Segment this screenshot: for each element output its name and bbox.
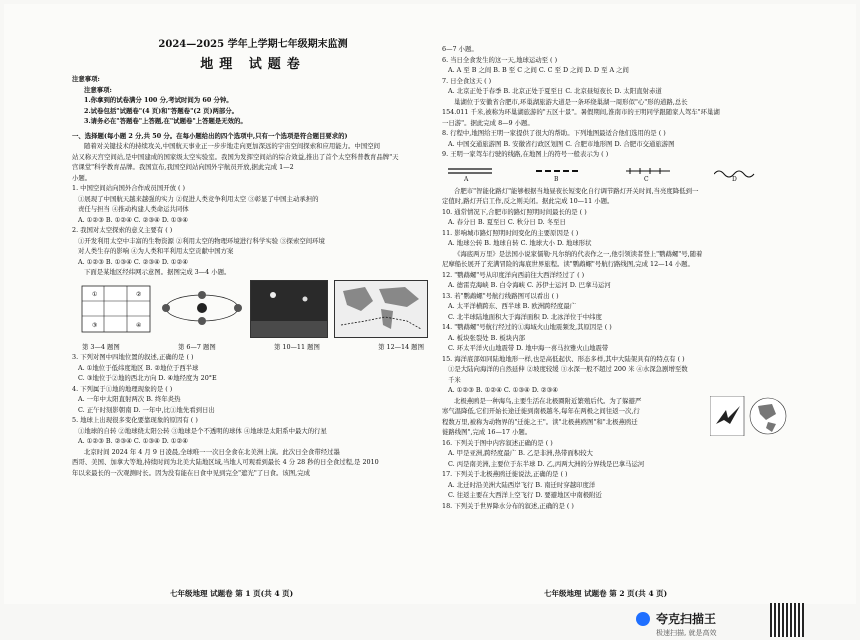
arctic-tern-figure: [710, 396, 790, 436]
question-2: 2. 我国对太空探索的意义主要有 ( ): [72, 226, 173, 234]
question-3: 3. 下列对图中四地位置的叙述,正确的是 ( ): [72, 353, 194, 361]
passage-line: 尼摩船长展开了充满冒险的海底世界旅程。读"鹦鹉螺"号航行路线图,完成 12—14 小题。: [442, 260, 694, 268]
passage-line: 徙路线图",完成 16—17 小题。: [442, 428, 532, 436]
question-1-options: ①展现了中国航天越来越强的实力 ②促进人类竞争利用太空 ③彰显了中国主动承担的: [78, 194, 319, 203]
section-heading: 一、选择题(每小题 2 分,共 50 分。在每小题给出的四个选项中,只有一个选项是符合题目要求的): [72, 131, 348, 140]
symbol-label: B: [554, 175, 559, 183]
exam-title: 2024—2025 学年上学期七年级期末监测: [158, 39, 348, 50]
question-6: 6. 当日全食发生的这一天,地球运动至 ( ): [442, 55, 558, 64]
passage-line: 宫课堂"科学教育品牌。我国宣布,我国空间站向国外宇航员开放,据此完成 1—2: [72, 163, 294, 171]
symbol-a: [448, 166, 492, 178]
question-18: 18. 下列关于世界降水分布的叙述,正确的是 ( ): [442, 501, 574, 510]
passage-line: 程数万里,被称为动物界的"迁徙之王"。读"北极燕鸥图"和"北极燕鸥迁: [442, 417, 638, 426]
question-12: 12. "鹦鹉螺"号从印度洋向西前往大西洋经过了 ( ): [442, 270, 585, 279]
question-1-answers: A. ①②③ B. ①②④ C. ②③④ D. ①③④: [78, 215, 188, 224]
svg-text:②: ②: [136, 290, 142, 298]
svg-text:③: ③: [92, 321, 98, 329]
note-2: 2.试卷包括"试题卷"(4 页)和"答题卷"(2 页)两部分。: [84, 106, 239, 115]
svg-text:④: ④: [136, 321, 142, 329]
earth-orbit-figure: [160, 280, 244, 336]
figure-row: [72, 280, 434, 340]
question-4-options: C. 正午时刻影朝南 D. 一年中,比①地先看到日出: [78, 405, 215, 414]
question-2-options: 对人类生存的影响 ④为人类和平利用太空贡献中国方案: [78, 247, 234, 255]
question-16-options: A. 甲是亚洲,跨经度最广 B. 乙是非洲,热带面积较大: [448, 449, 593, 457]
question-14: 14. "鹦鹉螺"号航行经过的①海域火山地震频发,其原因是 ( ): [442, 323, 612, 331]
question-8: 8. 行程中,地图给王明一家提供了很大的帮助。下列地图最适合他们选用的是 ( ): [442, 129, 666, 137]
passage-line: 站又称天宫空间站,是中国建成的国家级太空实验室。我国为发挥空间站的综合效益,推出了首个太空科普教育品牌"天: [72, 152, 399, 161]
svg-text:①: ①: [92, 290, 98, 298]
question-5: 5. 地球上出现很多变化要靠现象的原因有 ( ): [72, 416, 198, 424]
passage-line: 《海底两万里》是法国小说家儒勒·凡尔纳的代表作之一,他引领读者登上"鹦鹉螺"号,随着: [454, 249, 703, 258]
question-1: 1. 中国空间站向国外合作成员国开放 ( ): [72, 184, 186, 192]
passage-line: 小题。: [72, 173, 92, 182]
question-11-answers: A. 地球公转 B. 地球自转 C. 地球大小 D. 地球形状: [448, 239, 592, 247]
question-16-options: C. 丙是南美洲,主要位于东半球 D. 乙,丙两大洲的分界线是巴拿马运河: [448, 459, 645, 468]
street-light-photo: [250, 280, 328, 338]
question-10: 10. 通常情况下,合肥市的路灯照明时间最长的是 ( ): [442, 207, 587, 216]
passage-line: 年以来最长的一次观测时长。因为没有能在日食中见到完全"遮光"了日食。该图,完成: [72, 468, 310, 477]
question-4-options: A. 一年中太阳直射两次 B. 终年炎热: [78, 395, 181, 403]
question-15-options: ①是大陆向海洋的自然延伸 ②坡度较缓 ③水深一般不超过 200 米 ④水深急剧增至数: [448, 365, 688, 373]
question-5-options: ①地球的自转 ②地球绕太阳公转 ③地球是个不透明的球体 ④地球是太阳系中最大的行星: [78, 426, 327, 435]
question-17-options: C. 往返主要在大西洋上空飞行 D. 要避地区中南极附近: [448, 491, 602, 499]
symbol-label: C: [644, 175, 649, 183]
exam-sheet: [4, 4, 856, 604]
quark-logo-icon: [636, 612, 650, 626]
watermark-title: 夸克扫描王: [656, 612, 717, 626]
right-page: [442, 4, 792, 511]
question-1-options: 责任与担当 ④推动构建人类命运共同体: [78, 205, 189, 213]
question-7-answers: A. 北京正处于春季 B. 北京正处于夏至日 C. 北京昼短夜长 D. 太阳直射赤道: [448, 87, 662, 95]
question-14-options: A. 板块张裂处 B. 板块内部: [448, 333, 525, 342]
passage-line: 北极燕鸥是一种海鸟,主要生活在北极圈附近繁殖后代。为了躲避严: [454, 396, 642, 405]
question-7: 7. 日全食这天 ( ): [442, 76, 492, 85]
question-14-options: C. 环太平洋火山地震带 D. 地中海一喜马拉雅火山地震带: [448, 344, 609, 352]
note-3: 3.请务必在"答题卷"上答题,在"试题卷"上答题是无效的。: [84, 117, 247, 125]
question-5-answers: A. ①②③ B. ②③④ C. ①③④ D. ①②④: [78, 437, 188, 445]
question-3-options: A. ①地位于低纬度地区 B. ②地位于西半球: [78, 363, 199, 372]
question-11: 11. 影响城市路灯照明时间变化的主要原因是 ( ): [442, 228, 579, 237]
passage-line: 寒气温降低,它们开始长途迁徙到南极越冬,每年在两极之间往返一次,行: [442, 407, 640, 415]
question-17-options: A. 北迁时沿美洲大陆西岸飞行 B. 南迁时穿越印度洋: [448, 480, 596, 489]
note-1: 1.你拿到的试卷满分 100 分,考试时间为 60 分钟。: [84, 96, 233, 104]
question-15: 15. 海洋底部如同陆地地形一样,也是高低起伏、形态多样,其中大陆架具有的特点有 ( ): [442, 354, 685, 363]
figure-intro: 下面是某地区经纬网示意图。据图完成 3—4 小题。: [84, 268, 231, 276]
question-8-answers: A. 中国交通旅游图 B. 安徽省行政区划图 C. 合肥市地形图 D. 合肥市交通旅游图: [448, 139, 675, 148]
passage-line: 154.011 千米,被称为环巢湖旅游的"五区十景"。暑假期间,淮南市的王明同学跟随家人驾车"环巢湖: [442, 108, 720, 116]
question-3-options: C. ③地位于②地的西北方向 D. ④地经度为 20°E: [78, 374, 217, 382]
passage-line: 随着对关键技术的持续攻关,中国航天事业正一步步地走向更加深远的宇宙空间探索和应用能力。中国空间: [84, 142, 380, 150]
figure-caption: 第 6—7 题图: [177, 342, 216, 351]
left-page: [72, 4, 434, 478]
page-footer-left: 七年级地理 试题卷 第 1 页(共 4 页): [170, 589, 294, 598]
question-10-answers: A. 春分日 B. 夏至日 C. 秋分日 D. 冬至日: [448, 218, 566, 226]
subject-title: 地理 试题卷: [200, 57, 306, 72]
question-12-answers: A. 德雷克海峡 B. 白令海峡 C. 苏伊士运河 D. 巴拿马运河: [448, 281, 611, 289]
symbol-label: D: [732, 175, 737, 183]
question-13-options: C. 北半球陆地面积大于海洋面积 D. 北冰洋位于中纬度: [448, 312, 602, 321]
figure-caption: 第 12—14 题图: [378, 342, 424, 351]
question-13-options: A. 太平洋横跨东、西半球 B. 欧洲跨经度最广: [448, 302, 577, 310]
question-17: 17. 下列关于北极燕鸥迁徙说法,正确的是 ( ): [442, 470, 568, 478]
map-symbol-options: [442, 162, 792, 184]
question-13: 13. 若"鹦鹉螺"号航行线路图可以看出 ( ): [442, 291, 559, 300]
tern-passage: [442, 396, 792, 438]
passage-line: 6—7 小题。: [442, 45, 478, 53]
figure-captions: [72, 342, 434, 353]
figure-caption: 第 3—4 题图: [82, 342, 120, 351]
passage-line: 定值时,路灯开启工作,反之则关闭。据此完成 10—11 小题。: [442, 197, 614, 205]
notes-heading: 注意事项:: [72, 75, 100, 83]
page-footer-right: 七年级地理 试题卷 第 2 页(共 4 页): [544, 589, 668, 598]
notes-heading-2: 注意事项:: [84, 85, 112, 94]
question-15-answers: A. ①②③ B. ①②④ C. ①③④ D. ②③④: [448, 386, 558, 394]
passage-line: 合肥市"智能化路灯"能够根据当地昼夜长短变化自行调节路灯开关时间,当亮度降低到一: [454, 186, 699, 195]
question-4: 4. 下列属于①地的地理现象的是 ( ): [72, 384, 173, 393]
question-9: 9. 王明一家驾车行驶的线路,在地图上的符号一般表示为 ( ): [442, 150, 609, 158]
watermark-subtitle: 极速扫描, 就是高效: [656, 629, 717, 637]
passage-line: 一日游"。据此完成 8—9 小题。: [442, 118, 534, 127]
figure-caption: 第 10—11 题图: [273, 342, 320, 351]
question-16: 16. 下列关于图中内容叙述正确的是 ( ): [442, 438, 553, 447]
question-15-options: 千米: [448, 375, 461, 384]
symbol-label: A: [464, 175, 469, 183]
voyage-route-map: [334, 280, 428, 338]
question-2-answers: A. ①②③ B. ①③④ C. ②③④ D. ①②④: [78, 257, 188, 266]
passage-line: 巢湖位于安徽省合肥市,环巢湖旅游大道是一条环绕巢湖一周形似"心"形的道路,总长: [454, 97, 688, 106]
question-2-options: ①开发利用太空中丰富的生物资源 ②利用太空的物理环境进行科学实验 ③探索空间环境: [78, 236, 325, 245]
question-6-answers: A. A 至 B 之间 B. B 至 C 之间 C. C 至 D 之间 D. D 至 A 之间: [448, 66, 629, 74]
passage-line: 北京时间 2024 年 4 月 9 日凌晨,全球唯一一次日全食在北美洲上演。此次日全食带经过墨: [84, 447, 340, 456]
lat-long-grid-figure: [72, 280, 154, 336]
passage-line: 西哥、美国、加拿大等地,持续时间为北美大陆地区域,当地人可观看到最长 4 分 28 秒的日全食过程,是 2010: [72, 458, 379, 466]
qr-code-icon: [770, 603, 804, 637]
